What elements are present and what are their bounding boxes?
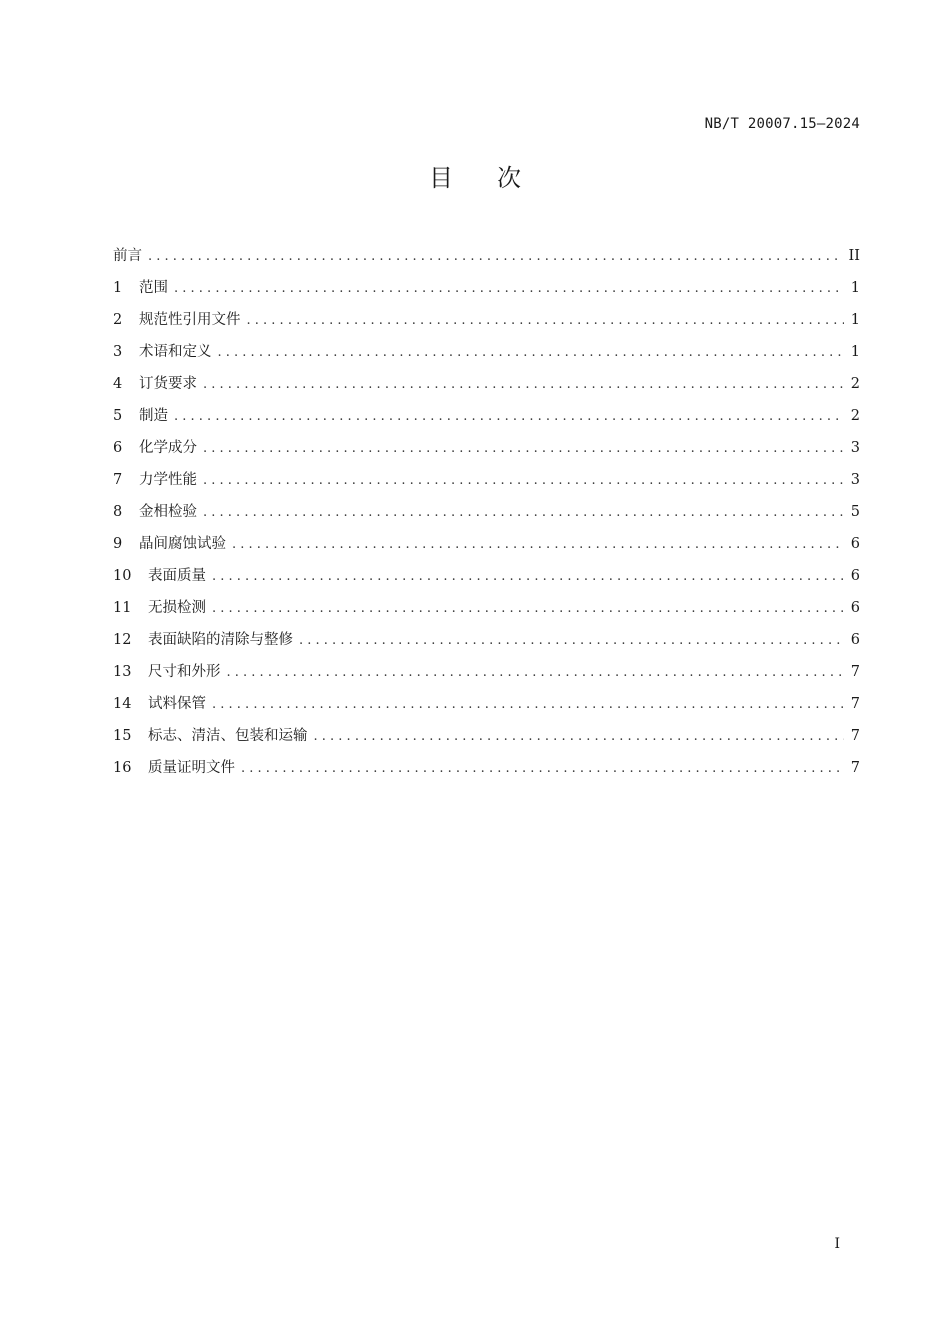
toc-entry-7[interactable] [113, 464, 860, 496]
toc-entry-number: 10 [113, 568, 132, 584]
toc-entry-page: 7 [850, 696, 860, 712]
toc-entry-page: 6 [850, 568, 860, 584]
toc-leader-dots [314, 721, 845, 753]
toc-entry-number: 14 [113, 696, 132, 712]
toc-entry-number: 11 [113, 600, 132, 616]
toc-entry-label: 金相检验 [139, 504, 197, 520]
toc-entry-label: 规范性引用文件 [139, 312, 241, 328]
toc-entry-3[interactable] [113, 336, 860, 368]
toc-entry-number: 12 [113, 632, 132, 648]
toc-entry-number: 2 [113, 312, 123, 328]
toc-entry-label: 订货要求 [139, 376, 197, 392]
toc-entry-label: 标志、清洁、包装和运输 [148, 728, 308, 744]
toc-entry-number: 16 [113, 760, 132, 776]
toc-entry-label: 表面质量 [148, 568, 206, 584]
toc-entry-page: 7 [850, 728, 860, 744]
toc-entry-label: 晶间腐蚀试验 [139, 536, 226, 552]
toc-leader-dots [232, 529, 844, 561]
toc-entry-label: 术语和定义 [139, 344, 212, 360]
toc-entry-label: 表面缺陷的清除与整修 [148, 632, 293, 648]
toc-entry-page: 1 [850, 344, 860, 360]
toc-entry-page: 2 [850, 408, 860, 424]
toc-entry-8[interactable] [113, 496, 860, 528]
toc-entry-label: 尺寸和外形 [148, 664, 221, 680]
toc-leader-dots [212, 561, 844, 593]
page-number: I [834, 1236, 840, 1252]
toc-entry-1[interactable] [113, 272, 860, 304]
toc-leader-dots [227, 657, 845, 689]
toc-entry-page: 5 [850, 504, 860, 520]
toc-entry-label: 力学性能 [139, 472, 197, 488]
toc-entry-15[interactable] [113, 720, 860, 752]
toc-entry-16[interactable] [113, 752, 860, 784]
toc-entry-label: 无损检测 [148, 600, 206, 616]
document-code: NB/T 20007.15—2024 [704, 116, 860, 132]
toc-entry-9[interactable] [113, 528, 860, 560]
toc-entry-number: 6 [113, 440, 123, 456]
toc-leader-dots [299, 625, 844, 657]
toc-entry-page: 7 [850, 664, 860, 680]
toc-entry-page: 6 [850, 536, 860, 552]
toc-title: 目次 [429, 164, 565, 192]
toc-entry-label: 制造 [139, 408, 168, 424]
toc-entry-page: 7 [850, 760, 860, 776]
toc-leader-dots [203, 433, 844, 465]
toc-entry-14[interactable] [113, 688, 860, 720]
toc-entry-4[interactable] [113, 368, 860, 400]
toc-entry-label: 化学成分 [139, 440, 197, 456]
toc-entry-label: 质量证明文件 [148, 760, 235, 776]
toc-entry-label: 前言 [113, 248, 142, 264]
toc-entry-label: 试料保管 [148, 696, 206, 712]
toc-entry-number: 7 [113, 472, 123, 488]
toc-leader-dots [218, 337, 845, 369]
toc-entry-5[interactable] [113, 400, 860, 432]
toc-entry-foreword[interactable] [113, 240, 860, 272]
toc-entry-page: 3 [850, 472, 860, 488]
toc-entry-6[interactable] [113, 432, 860, 464]
toc-entry-number: 5 [113, 408, 123, 424]
toc-leader-dots [148, 241, 843, 273]
toc-entry-11[interactable] [113, 592, 860, 624]
toc-entry-page: II [848, 248, 860, 264]
toc-entry-number: 13 [113, 664, 132, 680]
toc-entry-page: 6 [850, 600, 860, 616]
toc-entry-page: 1 [850, 280, 860, 296]
toc-entry-number: 4 [113, 376, 123, 392]
toc-entry-number: 1 [113, 280, 123, 296]
toc-entry-page: 2 [850, 376, 860, 392]
toc-entry-label: 范围 [139, 280, 168, 296]
toc-leader-dots [212, 689, 844, 721]
toc-entry-10[interactable] [113, 560, 860, 592]
toc-leader-dots [247, 305, 845, 337]
table-of-contents [113, 240, 860, 784]
toc-entry-number: 9 [113, 536, 123, 552]
toc-entry-number: 3 [113, 344, 123, 360]
toc-entry-page: 6 [850, 632, 860, 648]
toc-leader-dots [203, 497, 844, 529]
toc-entry-page: 1 [850, 312, 860, 328]
toc-leader-dots [174, 273, 844, 305]
toc-leader-dots [174, 401, 844, 433]
toc-entry-12[interactable] [113, 624, 860, 656]
toc-entry-number: 15 [113, 728, 132, 744]
toc-leader-dots [203, 465, 844, 497]
toc-entry-number: 8 [113, 504, 123, 520]
toc-entry-13[interactable] [113, 656, 860, 688]
toc-leader-dots [212, 593, 844, 625]
toc-leader-dots [203, 369, 844, 401]
toc-entry-2[interactable] [113, 304, 860, 336]
toc-entry-page: 3 [850, 440, 860, 456]
toc-leader-dots [241, 753, 844, 785]
